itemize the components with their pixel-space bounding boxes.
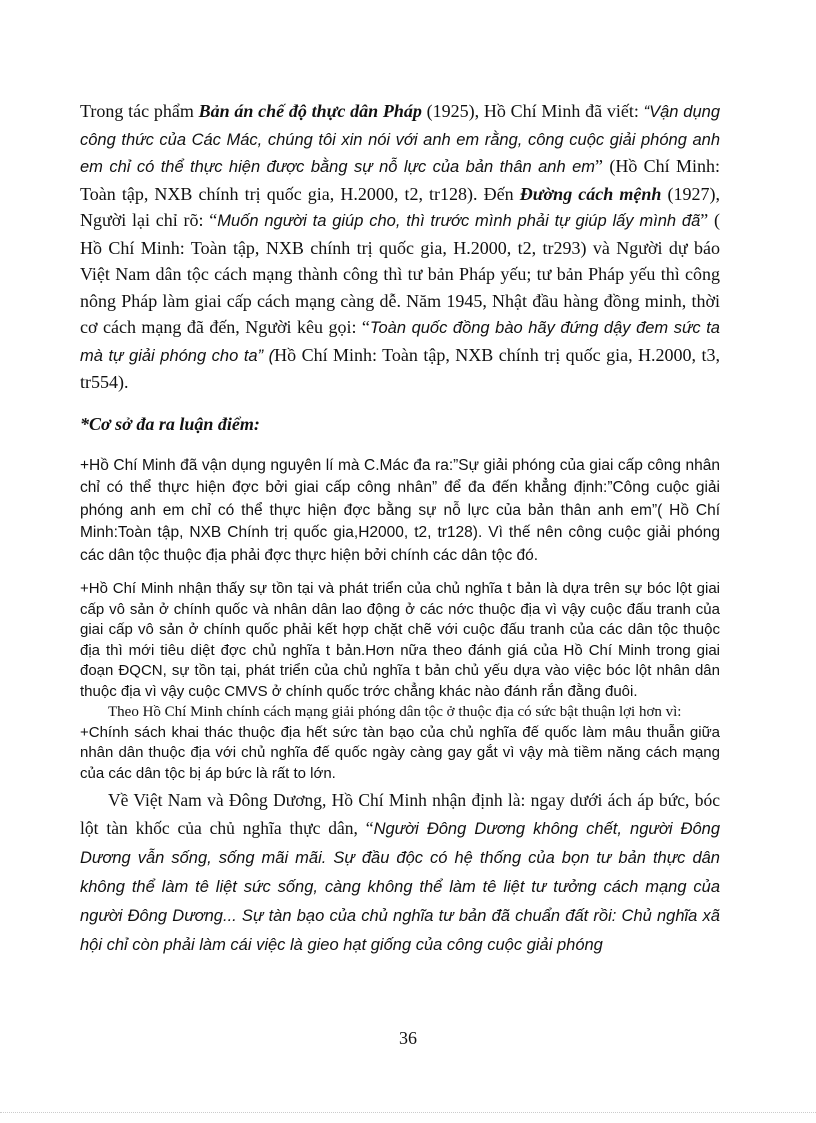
paragraph-5: +Chính sách khai thác thuộc địa hết sức tàn bạo của chủ nghĩa đế quốc làm mâu thuẫn giữa nhân dân thuộc địa với chủ nghĩa đế quốc ngày càng gay gắt vì vậy mà tiềm năng cách mạng của các dân tộc bị áp bức là rất to lớn.: [80, 723, 720, 782]
quote: Người Đông Dương không chết, người Đông Dương vẫn sống, sống mãi mãi. Sự đầu độc có hệ thống của bọn tư bản thực dân không thể làm tê liệt sức sống, càng không thể làm tê liệt tư tưởng cách mạng của người Đông Dương... Sự tàn bạo của chủ nghĩa tư bản đã chuẩn đất rồi: Chủ nghĩa xã hội chỉ còn phải làm cái việc là gieo hạt giống của công cuộc giải phóng: [80, 820, 721, 954]
section-heading: *Cơ sở đa ra luận điểm:: [80, 413, 260, 434]
quote: “Vận dụng công thức của Các Mác, chúng tôi xin nói với anh em rằng, công cuộc giải phóng anh em chỉ có thể thực hiện được bằng sự nỗ lực của bản thân anh em: [80, 103, 720, 176]
page-number: 36: [399, 1028, 417, 1048]
text: Về Việt Nam và Đông Dương, Hồ Chí Minh nhận định là: ngay dưới ách áp bức, bóc lột tàn khốc của chủ nghĩa thực dân, “: [80, 790, 720, 838]
quote: Toàn quốc đồng bào hãy đứng dậy đem sức ta mà tự giải phóng cho ta” (: [80, 319, 720, 365]
paragraph-1: [80, 98, 720, 396]
text: Hồ Chí Minh: Toàn tập, NXB chính trị quốc gia, H.2000, t3, tr554).: [80, 344, 721, 392]
paragraph-4: Theo Hồ Chí Minh chính cách mạng giải phóng dân tộc ở thuộc địa có sức bật thuận lợi hơn vì:: [108, 704, 682, 720]
paragraph-6: [80, 786, 720, 959]
paragraph-3: +Hồ Chí Minh nhận thấy sự tồn tại và phát triển của chủ nghĩa t bản là dựa trên sự bóc lột giai cấp vô sản ở chính quốc và nhân dân lao động ở các nớc thuộc địa vì vậy cuộc đấu tranh của giai cấp vô sản ở chính quốc phải kết hợp chặt chẽ với cuộc đấu tranh của các dân tộc thuộc địa thì mới tiêu diệt đợc chủ nghĩa t bản.Hơn nữa theo đánh giá của Hồ Chí Minh trong giai đoạn ĐQCN, sự tồn tại, phát triển của chủ nghĩa t bản chủ yếu dựa vào việc bóc lột nhân dân thuộc địa vì vậy cuộc CMVS ở chính quốc trớc chẳng khác nào đánh rắn đằng đuôi.: [80, 580, 720, 700]
paragraph-2: +Hồ Chí Minh đã vận dụng nguyên lí mà C.Mác đa ra:”Sự giải phóng của giai cấp công nhân chỉ có thể thực hiện đợc bởi giai cấp công nhân” để đa đến khẳng định:”Công cuộc giải phóng anh em chỉ có thể thực hiện đợc bằng sự nỗ lực của bản thân anh em”( Hồ Chí Minh:Toàn tập, NXB Chính trị quốc gia,H2000, t2, tr128). Vì thế nên công cuộc giải phóng các dân tộc thuộc địa phải đợc thực hiện bởi chính các dân tộc đó.: [80, 456, 720, 564]
book-title: Bản án chế độ thực dân Pháp: [198, 101, 422, 121]
book-title: Đường cách mệnh: [519, 183, 662, 204]
text: (1925), Hồ Chí Minh đã viết:: [421, 101, 644, 121]
text: Trong tác phẩm: [80, 101, 199, 121]
text: ” (Hồ Chí Minh: Toàn tập, NXB chính trị quốc gia, H.2000, t2, tr128). Đến: [80, 156, 720, 204]
quote: Muốn người ta giúp cho, thì trước mình phải tự giúp lấy mình đã: [217, 212, 701, 230]
text: ” ( Hồ Chí Minh: Toàn tập, NXB chính trị quốc gia, H.2000, t2, tr293) và Người dự báo Việt Nam dân tộc cách mạng thành công thì tư bản Pháp yếu; tư bản Pháp yếu thì công nông Pháp làm giai cấp cách mạng càng dễ. Năm 1945, Nhật đầu hàng đồng minh, thời cơ cách mạng đã đến, Người kêu gọi: “: [80, 210, 720, 337]
text: (1927), Người lại chỉ rõ: “: [80, 183, 720, 230]
page-border: [0, 1112, 816, 1113]
document-page: [80, 98, 720, 959]
